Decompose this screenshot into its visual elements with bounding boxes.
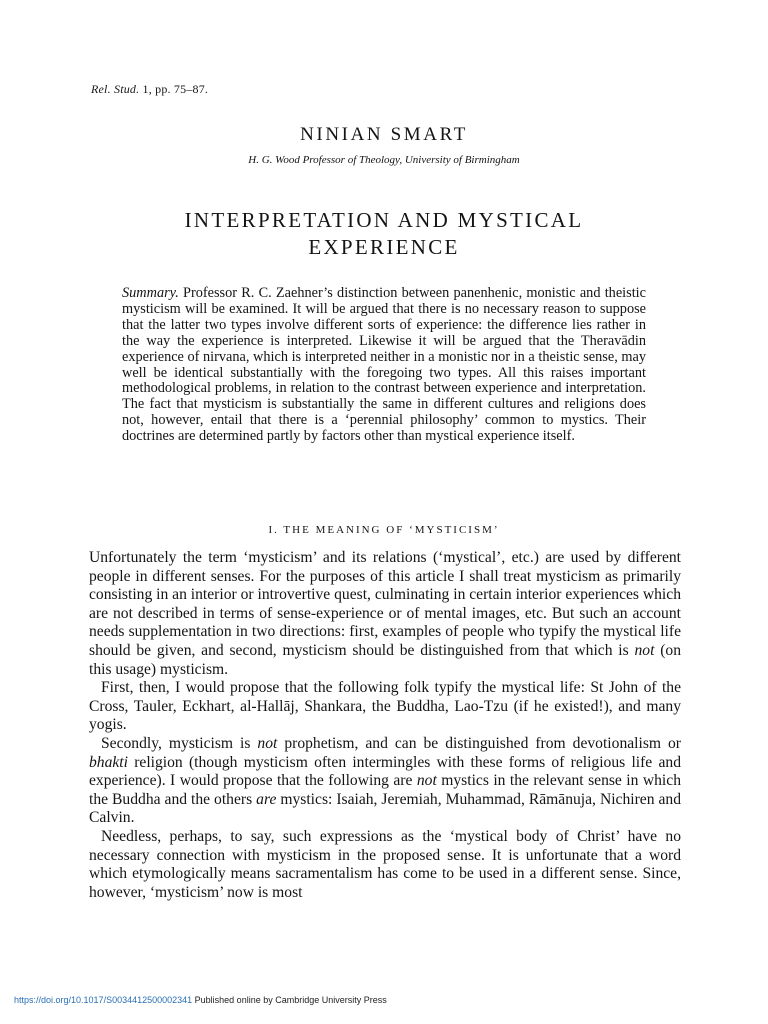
paragraph-text: (on this usage) mysticism. [89, 641, 681, 678]
title-line-2: EXPERIENCE [308, 235, 460, 259]
footer [14, 995, 387, 1005]
paragraph-2: First, then, I would propose that the following folk typify the mystical life: St John of the Cross, Tauler, Eckhart, al-Hallāj, Shankara, the Buddha, Lao-Tzu (if he existed!), and many yogis. [89, 679, 681, 734]
emphasis: bhakti [89, 753, 128, 771]
citation-pages: 1, pp. 75–87. [142, 82, 209, 96]
emphasis: not [416, 772, 437, 790]
body-text [89, 549, 681, 902]
author-name: NINIAN SMART [300, 124, 468, 145]
doi-link[interactable]: https://doi.org/10.1017/S0034412500002341 [14, 995, 193, 1005]
emphasis: not [634, 641, 655, 659]
paper-title [0, 207, 768, 261]
paragraph-1 [89, 549, 681, 679]
title-line-1: INTERPRETATION AND MYSTICAL [184, 208, 584, 232]
summary-label: Summary. [122, 285, 179, 301]
paragraph-text: Unfortunately the term ‘mysticism’ and its relations (‘mystical’, etc.) are used by different people in different senses. For the purposes of this article I shall treat mysticism as primarily consisting in an interior or introvertive quest, culminating in certain interior experiences which are not described in terms of sense-experience or of mental images, etc. But such an account needs supplementation in two directions: first, examples of people who typify the mystical life should be given, and second, mysticism should be distinguished from that which is [89, 549, 681, 659]
citation [91, 82, 208, 97]
journal-name: Rel. Stud. [91, 82, 140, 96]
publisher-note: Published online by Cambridge University Press [192, 995, 387, 1005]
paragraph-text: prophetism, and can be distinguished from devotionalism or [277, 734, 681, 752]
author-affiliation: H. G. Wood Professor of Theology, University of Birmingham [248, 154, 520, 166]
emphasis: not [257, 734, 278, 752]
paragraph-4: Needless, perhaps, to say, such expressions as the ‘mystical body of Christ’ have no necessary connection with mysticism in the proposed sense. It is unfortunate that a word which etymologically means sacramentalism has come to be used in a different sense. Since, however, ‘mysticism’ now is most [89, 827, 681, 901]
paragraph-text: Secondly, mysticism is [101, 734, 258, 752]
emphasis: are [256, 790, 277, 808]
summary-abstract [122, 286, 646, 445]
paragraph-3 [89, 735, 681, 828]
paragraph-text: religion (though mysticism often intermingles with these forms of religious life and experience). I would propose that the following are [89, 753, 681, 790]
paragraph-text: mystics in the relevant sense in which the Buddha and the others [89, 772, 681, 808]
paragraph-text: mystics: Isaiah, Jeremiah, Muhammad, Rāmānuja, Nichiren and Calvin. [89, 790, 681, 827]
summary-text: Professor R. C. Zaehner’s distinction between panenhenic, monistic and theistic mysticism will be examined. It will be argued that there is no necessary reason to suppose that the latter two types involve different sorts of experience: the difference lies rather in the way the experience is interpreted. Likewise it will be argued that the Theravādin experience of nirvana, which is interpreted neither in a monistic nor in a theistic sense, may well be identical substantially with the foregoing two types. All this raises important methodological problems, in relation to the contrast between experience and interpretation. The fact that mysticism is substantially the same in different cultures and religions does not, however, entail that there is a ‘perennial philosophy’ common to mystics. Their doctrines are determined partly by factors other than mystical experience itself. [122, 285, 646, 445]
section-heading: I. THE MEANING OF ‘MYSTICISM’ [268, 524, 500, 536]
